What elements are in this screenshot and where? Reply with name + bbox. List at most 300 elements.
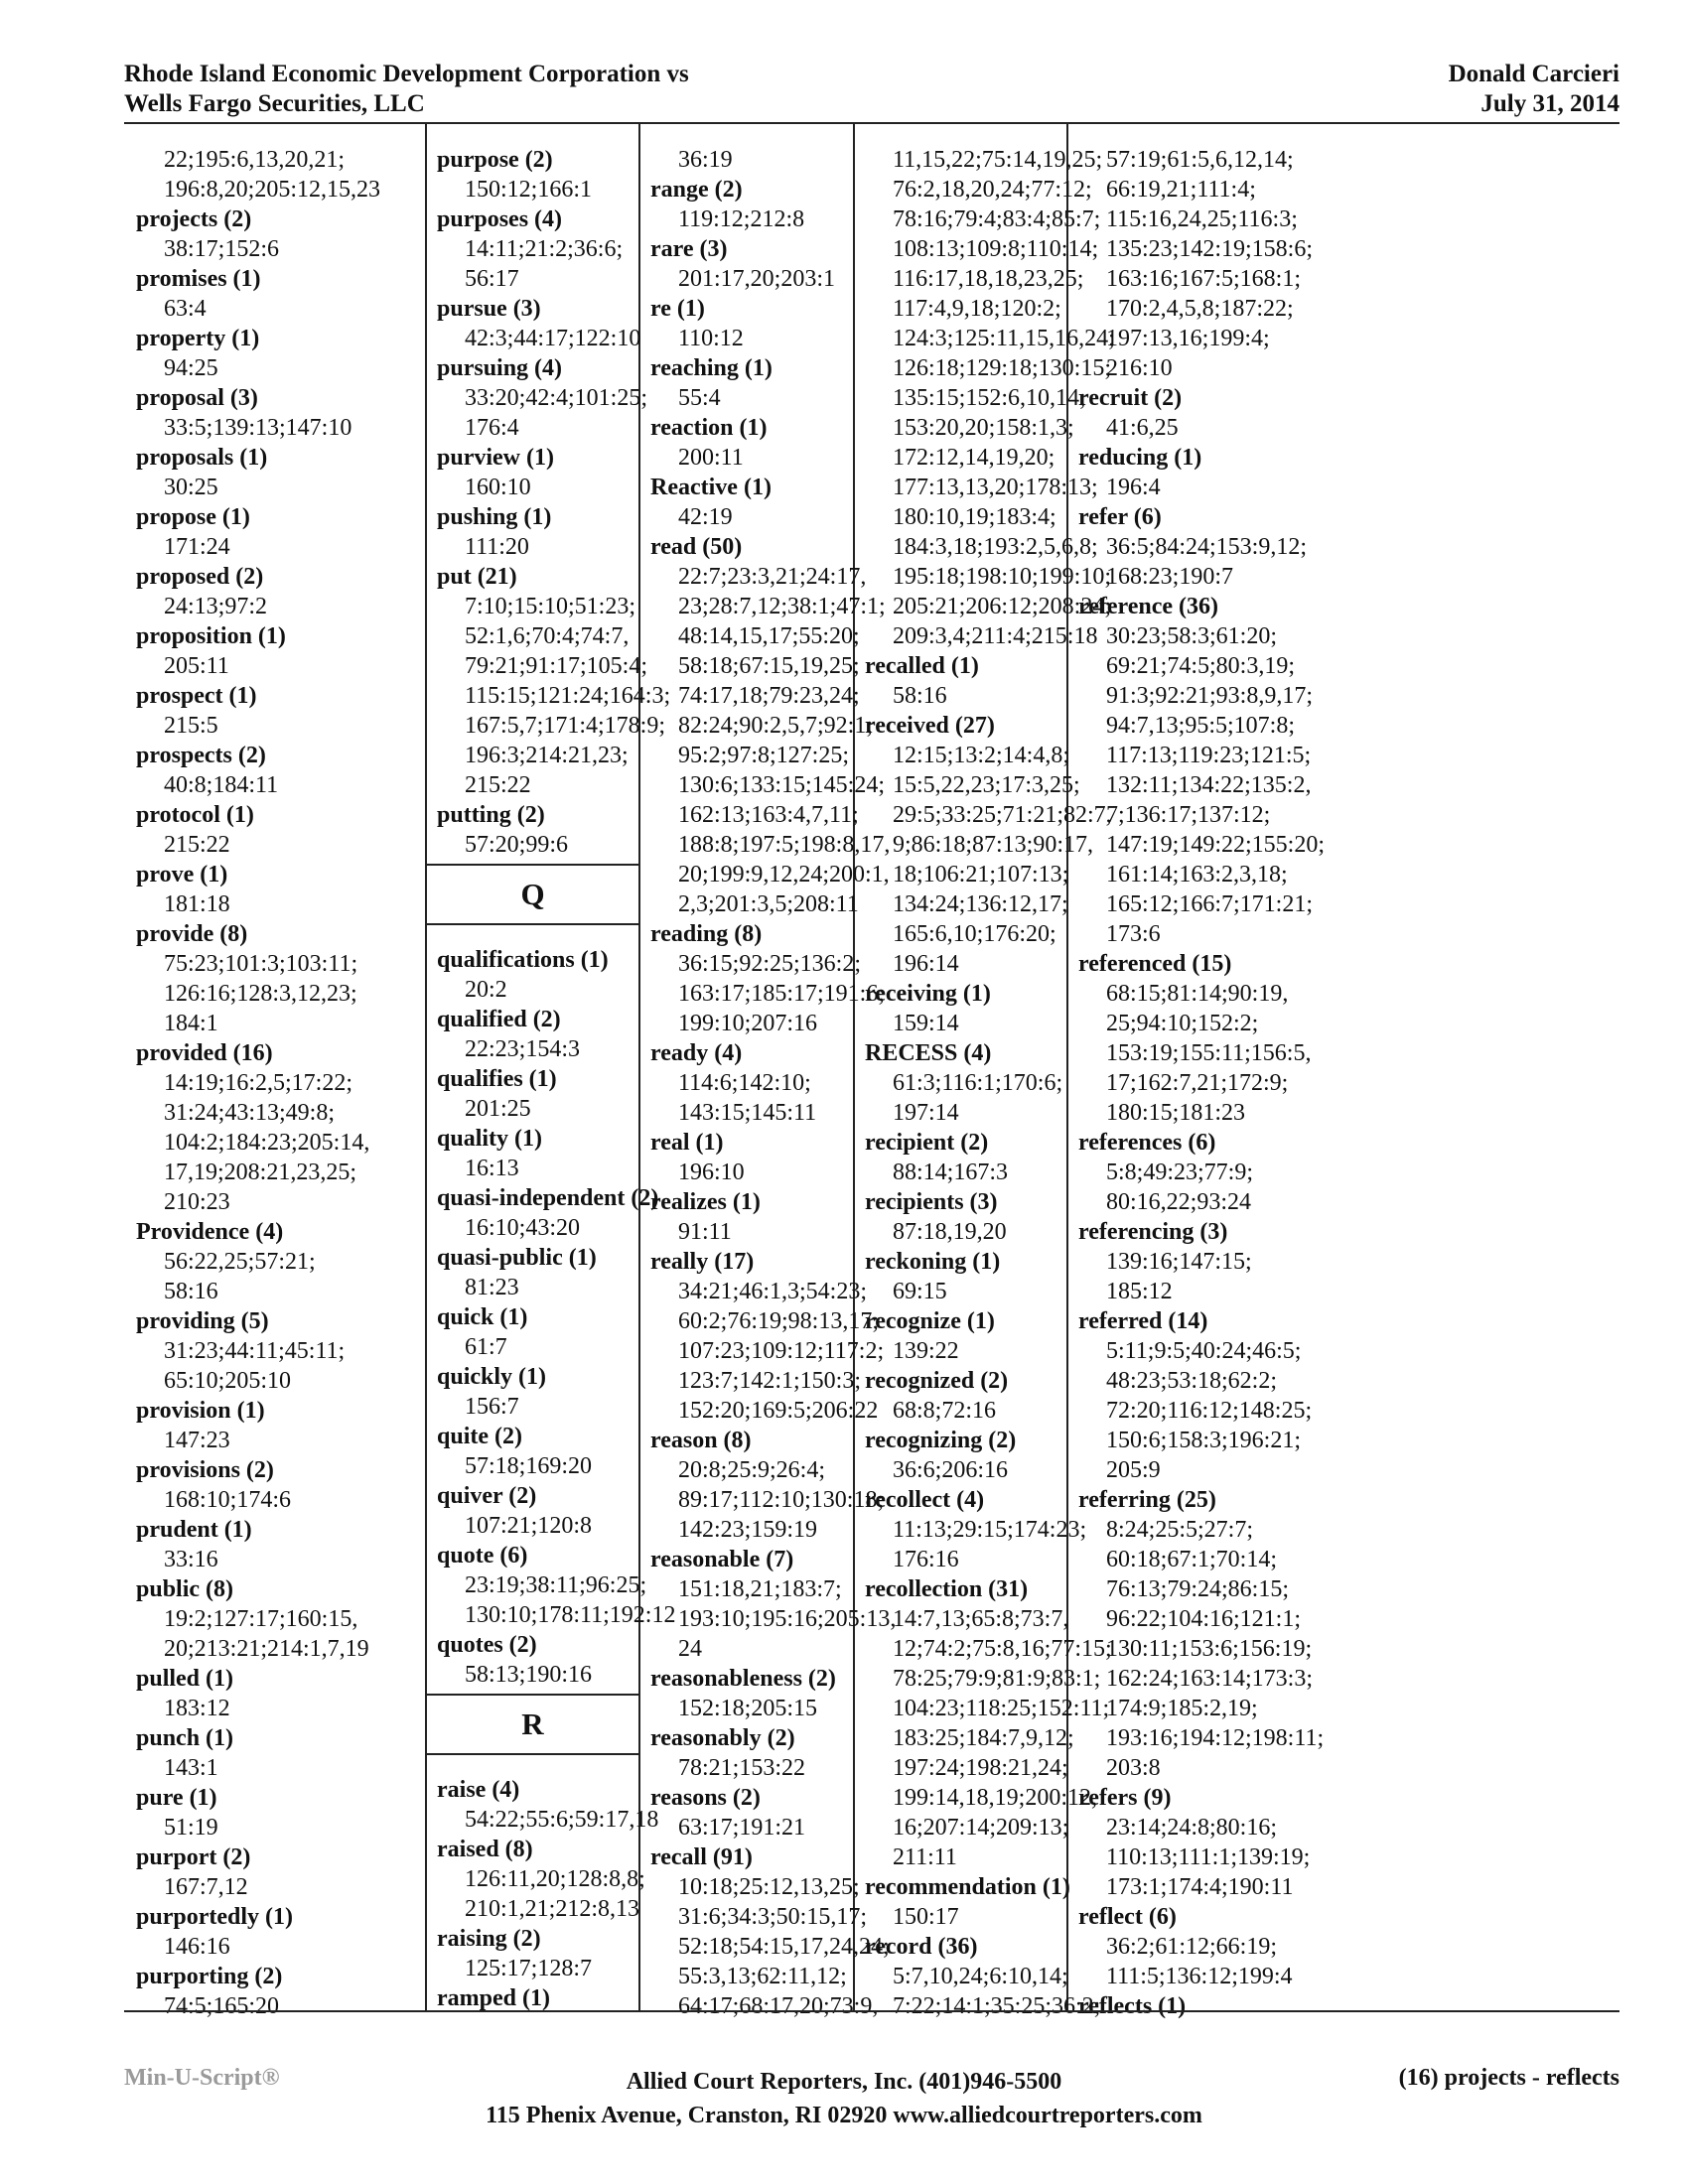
index-term: reflect (6) — [1078, 1904, 1177, 1930]
index-term: projects (2) — [136, 206, 252, 232]
page-line-references: 20:2 — [465, 977, 507, 1003]
page-line-references: 56:17 — [465, 266, 519, 292]
page-line-references: 52:18;54:15,17,24,24; — [678, 1934, 890, 1960]
page-line-references: 110:13;111:1;139:19; — [1106, 1844, 1311, 1870]
index-term: proposed (2) — [136, 564, 264, 590]
page-line-references: 2,3;201:3,5;208:11 — [678, 891, 859, 917]
index-term: provide (8) — [136, 921, 248, 947]
page-line-references: 134:24;136:12,17; — [893, 891, 1068, 917]
index-term: real (1) — [650, 1130, 724, 1156]
continued-references: 196:8,20;205:12,15,23 — [164, 177, 381, 203]
index-term: recall (91) — [650, 1844, 753, 1870]
page-line-references: 74:5;165:20 — [164, 1993, 280, 2019]
index-entry — [650, 532, 891, 919]
continued-references: 163:16;167:5;168:1; — [1106, 266, 1302, 292]
continued-references: 116:17,18,18,23,25; — [893, 266, 1084, 292]
index-entry — [1078, 949, 1312, 1128]
index-entry — [437, 1924, 638, 1983]
index-entry — [136, 1902, 425, 1962]
index-term: referenced (15) — [1078, 951, 1232, 977]
page-line-references: 165:12;166:7;171:21; — [1106, 891, 1314, 917]
continued-references: 76:2,18,20,24;77:12; — [893, 177, 1092, 203]
index-entry — [865, 1366, 1066, 1426]
page-line-references: 168:10;174:6 — [164, 1487, 292, 1513]
page-line-references: 19:2;127:17;160:15, — [164, 1606, 358, 1632]
index-entry — [1078, 592, 1326, 949]
continued-references: 184:3,18;193:2,5,6,8; — [893, 534, 1098, 560]
page-line-references: 150:17 — [893, 1904, 959, 1930]
page-line-references: 20:8;25:9;26:4; — [678, 1457, 826, 1483]
index-term: Providence (4) — [136, 1219, 284, 1245]
index-entry — [1078, 383, 1277, 443]
page-line-references: 14:11;21:2;36:6; — [465, 236, 624, 262]
index-term: quality (1) — [437, 1126, 543, 1152]
index-term: property (1) — [136, 326, 260, 351]
page-line-references: 196:3;214:21,23; — [465, 743, 629, 768]
index-term: ready (4) — [650, 1040, 743, 1066]
page-line-references: 183:25;184:7,9,12; — [893, 1725, 1074, 1751]
page-line-references: 94:25 — [164, 355, 218, 381]
index-entry — [650, 145, 853, 175]
index-column-1 — [124, 123, 427, 2019]
index-entry — [437, 294, 641, 353]
continued-references: 209:3,4;211:4;215:18 — [893, 623, 1098, 649]
page-line-references: 196:4 — [1106, 475, 1161, 500]
page-line-references: 63:17;191:21 — [678, 1815, 806, 1841]
index-term: reference (36) — [1078, 594, 1219, 619]
page-line-references: 126:11,20;128:8,8; — [465, 1866, 645, 1892]
index-column-5 — [1068, 123, 1326, 2019]
index-term: re (1) — [650, 296, 705, 322]
page-line-references: 20;199:9,12,24;200:1, — [678, 862, 890, 887]
page-line-references: 81:23 — [465, 1275, 519, 1300]
index-entry — [136, 1664, 425, 1723]
page-line-references: 176:16 — [893, 1547, 959, 1572]
index-entry — [136, 1962, 425, 2021]
index-term: received (27) — [865, 713, 995, 739]
section-letter: R — [427, 1694, 638, 1755]
index-entry — [136, 264, 425, 324]
page-line-references: 197:14 — [893, 1100, 959, 1126]
index-entry — [136, 443, 425, 502]
index-entry — [865, 1426, 1066, 1485]
page-line-references: 61:3;116:1;170:6; — [893, 1070, 1063, 1096]
index-entry — [1078, 1783, 1311, 1902]
index-entry — [437, 1005, 638, 1064]
page-line-references: 142:23;159:19 — [678, 1517, 818, 1543]
page-line-references: 110:12 — [678, 326, 744, 351]
page-line-references: 167:7,12 — [164, 1874, 248, 1900]
index-entry — [136, 1574, 425, 1664]
index-entry — [136, 1723, 425, 1783]
page-line-references: 211:11 — [893, 1844, 957, 1870]
index-entry — [1078, 145, 1314, 383]
page-line-references: 181:18 — [164, 891, 230, 917]
continued-references: 126:18;129:18;130:15; — [893, 355, 1112, 381]
page-line-references: 79:21;91:17;105:4; — [465, 653, 648, 679]
page-line-references: 199:10;207:16 — [678, 1011, 818, 1036]
index-entry — [437, 1835, 645, 1924]
page-line-references: 174:9;185:2,19; — [1106, 1696, 1258, 1721]
page-line-references: 171:24 — [164, 534, 230, 560]
page-line-references: 165:6,10;176:20; — [893, 921, 1056, 947]
page-line-references: 41:6,25 — [1106, 415, 1179, 441]
page-line-references: 51:19 — [164, 1815, 218, 1841]
page-line-references: 200:11 — [678, 445, 744, 471]
index-term: provision (1) — [136, 1398, 265, 1424]
page-line-references: 89:17;112:10;130:18; — [678, 1487, 885, 1513]
page-line-references: 55:3,13;62:11,12; — [678, 1964, 847, 1989]
index-term: references (6) — [1078, 1130, 1216, 1156]
index-term: putting (2) — [437, 802, 545, 828]
index-term: prospect (1) — [136, 683, 257, 709]
index-entry — [136, 1396, 425, 1455]
page-line-references: 117:13;119:23;121:5; — [1106, 743, 1312, 768]
page-line-references: 130:6;133:15;145:24; — [678, 772, 886, 798]
index-term: quote (6) — [437, 1543, 528, 1569]
index-entry — [865, 1485, 1087, 1574]
index-entry — [865, 1128, 1066, 1187]
continued-references: 78:16;79:4;83:4;85:7; — [893, 206, 1101, 232]
index-term: promises (1) — [136, 266, 261, 292]
index-entry — [650, 1038, 853, 1128]
index-entry — [136, 383, 425, 443]
page-line-references: 210:1,21;212:8,13 — [465, 1896, 640, 1922]
index-entry — [865, 651, 1066, 711]
page-line-references: 23;28:7,12;38:1;47:1; — [678, 594, 886, 619]
index-term: pursue (3) — [437, 296, 541, 322]
index-entry — [136, 1306, 425, 1396]
index-entry — [865, 1038, 1066, 1128]
page-line-references: 146:16 — [164, 1934, 230, 1960]
index-entry — [437, 1775, 659, 1835]
index-term: recalled (1) — [865, 653, 979, 679]
page-line-references: 161:14;163:2,3,18; — [1106, 862, 1288, 887]
index-entry — [136, 1843, 425, 1902]
index-term: quick (1) — [437, 1304, 528, 1330]
page-line-references: 61:7 — [465, 1334, 507, 1360]
page-line-references: 205:9 — [1106, 1457, 1161, 1483]
reporter-name: Allied Court Reporters, Inc. (401)946-5500 — [626, 2069, 1062, 2095]
page-line-references: 60:2;76:19;98:13,17; — [678, 1308, 880, 1334]
page-line-references: 215:22 — [164, 832, 230, 858]
page-line-references: 58:18;67:15,19,25; — [678, 653, 860, 679]
index-entry — [650, 1723, 853, 1783]
index-term: reaction (1) — [650, 415, 768, 441]
continued-references: 197:13,16;199:4; — [1106, 326, 1270, 351]
index-entry — [650, 1783, 853, 1843]
page-line-references: 114:6;142:10; — [678, 1070, 811, 1096]
case-caption — [124, 60, 689, 119]
index-entry — [437, 145, 638, 205]
page-line-references: 48:23;53:18;62:2; — [1106, 1368, 1278, 1394]
index-term: rare (3) — [650, 236, 728, 262]
page-line-references: 107:23;109:12;117:2; — [678, 1338, 885, 1364]
index-entry — [136, 860, 425, 919]
page-line-references: 54:22;55:6;59:17,18 — [465, 1807, 659, 1833]
index-entry — [1078, 1485, 1325, 1783]
index-term: qualifies (1) — [437, 1066, 557, 1092]
page-line-references: 22:23;154:3 — [465, 1036, 581, 1062]
page-line-references: 10:18;25:12,13,25; — [678, 1874, 860, 1900]
index-entry — [1078, 1128, 1277, 1217]
index-entry — [437, 1541, 676, 1630]
continued-references: 108:13;109:8;110:14; — [893, 236, 1099, 262]
index-entry — [437, 800, 638, 860]
continued-references: 22;195:6,13,20,21; — [164, 147, 346, 173]
index-term: reasonableness (2) — [650, 1666, 836, 1692]
page-line-references: 16:13 — [465, 1156, 519, 1181]
index-entry — [136, 621, 425, 681]
index-entry — [865, 1872, 1070, 1932]
page-line-references: 25;94:10;152:2; — [1106, 1011, 1259, 1036]
page-line-references: 23:19;38:11;96:25; — [465, 1572, 647, 1598]
index-term: reasonable (7) — [650, 1547, 794, 1572]
continued-references: 115:16,24,25;116:3; — [1106, 206, 1298, 232]
continued-references: 57:19;61:5,6,12,14; — [1106, 147, 1294, 173]
page-line-references: 58:16 — [893, 683, 947, 709]
page-line-references: 34:21;46:1,3;54:23; — [678, 1279, 868, 1304]
page-line-references: 7;136:17;137:12; — [1106, 802, 1271, 828]
page-line-references: 68:15;81:14;90:19, — [1106, 981, 1289, 1007]
page-line-references: 24:13;97:2 — [164, 594, 268, 619]
page-line-references: 48:14,15,17;55:20; — [678, 623, 860, 649]
index-term: providing (5) — [136, 1308, 269, 1334]
index-column-2 — [427, 123, 676, 2011]
page-line-references: 68:8;72:16 — [893, 1398, 997, 1424]
index-entry — [1078, 502, 1308, 592]
page-line-references: 196:14 — [893, 951, 959, 977]
index-column-3 — [640, 123, 897, 2019]
index-term: pure (1) — [136, 1785, 217, 1811]
index-entry — [865, 1247, 1066, 1306]
page-line-references: 176:4 — [465, 415, 519, 441]
page-line-references: 88:14;167:3 — [893, 1160, 1009, 1185]
deponent-info — [1449, 60, 1619, 119]
page-line-references: 185:12 — [1106, 1279, 1173, 1304]
page-line-references: 199:14,18,19;200:12, — [893, 1785, 1098, 1811]
index-term: quasi-public (1) — [437, 1245, 597, 1271]
index-term: quickly (1) — [437, 1364, 547, 1390]
index-entry — [1078, 1306, 1313, 1485]
index-entry — [650, 175, 853, 234]
page-line-references: 65:10;205:10 — [164, 1368, 292, 1394]
page-line-references: 168:23;190:7 — [1106, 564, 1234, 590]
index-entry — [136, 919, 425, 1038]
index-entry — [136, 562, 425, 621]
index-entry — [865, 1187, 1066, 1247]
page-line-references: 94:7,13;95:5;107:8; — [1106, 713, 1296, 739]
index-term: reducing (1) — [1078, 445, 1202, 471]
index-entry — [136, 1038, 425, 1217]
continued-references: 180:10,19;183:4; — [893, 504, 1056, 530]
page-line-references: 52:1,6;70:4;74:7, — [465, 623, 630, 649]
page-line-references: 139:22 — [893, 1338, 959, 1364]
index-term: realizes (1) — [650, 1189, 761, 1215]
index-term: punch (1) — [136, 1725, 234, 1751]
page-line-references: 162:24;163:14;173:3; — [1106, 1666, 1314, 1692]
page-line-references: 63:4 — [164, 296, 207, 322]
page-line-references: 36:5;84:24;153:9,12; — [1106, 534, 1308, 560]
index-term: recommendation (1) — [865, 1874, 1070, 1900]
page-line-references: 173:6 — [1106, 921, 1161, 947]
continued-references: 153:20,20;158:1,3; — [893, 415, 1074, 441]
page-line-references: 104:23;118:25;152:11; — [893, 1696, 1110, 1721]
index-entry — [437, 1481, 638, 1541]
index-term: reasonably (2) — [650, 1725, 795, 1751]
index-term: purview (1) — [437, 445, 554, 471]
continued-references: 36:19 — [678, 147, 733, 173]
page-line-references: 24 — [678, 1636, 702, 1662]
index-term: refer (6) — [1078, 504, 1162, 530]
index-term: raise (4) — [437, 1777, 520, 1803]
page-line-references: 23:14;24:8;80:16; — [1106, 1815, 1278, 1841]
page-line-references: 7:10;15:10;51:23; — [465, 594, 636, 619]
index-entry — [1078, 1217, 1277, 1306]
index-entry — [865, 1932, 1101, 2021]
index-entry — [650, 413, 853, 473]
index-entry — [650, 234, 853, 294]
section-letter: Q — [427, 864, 638, 925]
index-term: protocol (1) — [136, 802, 254, 828]
index-term: recognized (2) — [865, 1368, 1009, 1394]
index-entry — [136, 681, 425, 741]
page-line-references: 132:11;134:22;135:2, — [1106, 772, 1312, 798]
page-line-references: 58:16 — [164, 1279, 218, 1304]
page-line-references: 20;213:21;214:1,7,19 — [164, 1636, 369, 1662]
word-index — [124, 123, 1619, 2019]
index-entry — [650, 1128, 853, 1187]
page-line-references: 125:17;128:7 — [465, 1956, 593, 1981]
index-term: record (36) — [865, 1934, 978, 1960]
page-line-references: 69:15 — [893, 1279, 947, 1304]
page-line-references: 183:12 — [164, 1696, 230, 1721]
page-line-references: 130:10;178:11;192:12 — [465, 1602, 676, 1628]
index-term: RECESS (4) — [865, 1040, 992, 1066]
page-line-references: 17;162:7,21;172:9; — [1106, 1070, 1289, 1096]
index-entry — [437, 1064, 638, 1124]
index-term: quite (2) — [437, 1424, 522, 1449]
page-line-references: 197:24;198:21,24; — [893, 1755, 1068, 1781]
continued-references: 172:12,14,19,20; — [893, 445, 1055, 471]
page-line-references: 173:1;174:4;190:11 — [1106, 1874, 1294, 1900]
page-line-references: 72:20;116:12;148:25; — [1106, 1398, 1313, 1424]
page-line-references: 95:2;97:8;127:25; — [678, 743, 850, 768]
page-line-references: 5:7,10,24;6:10,14; — [893, 1964, 1068, 1989]
index-entry — [437, 1362, 638, 1422]
index-entry — [650, 294, 853, 353]
page-line-references: 30:25 — [164, 475, 218, 500]
index-term: qualified (2) — [437, 1007, 561, 1032]
index-term: referencing (3) — [1078, 1219, 1228, 1245]
index-entry — [136, 1455, 425, 1515]
continued-references: 205:21;206:12;208:24; — [893, 594, 1112, 619]
page-line-references: 5:8;49:23;77:9; — [1106, 1160, 1254, 1185]
page-line-references: 14:7,13;65:8;73:7, — [893, 1606, 1069, 1632]
index-term: refers (9) — [1078, 1785, 1172, 1811]
page-line-references: 31:6;34:3;50:15,17; — [678, 1904, 868, 1930]
page-line-references: 111:20 — [465, 534, 529, 560]
page-line-references: 76:13;79:24;86:15; — [1106, 1576, 1290, 1602]
continued-references: 135:23;142:19;158:6; — [1106, 236, 1314, 262]
page-line-references: 36:2;61:12;66:19; — [1106, 1934, 1278, 1960]
page-line-references: 33:16 — [164, 1547, 218, 1572]
page-line-references: 42:19 — [678, 504, 733, 530]
continued-references: 66:19,21;111:4; — [1106, 177, 1256, 203]
page-line-references: 107:21;120:8 — [465, 1513, 593, 1539]
deponent-name: Donald Carcieri — [1448, 61, 1619, 87]
page-line-references: 119:12;212:8 — [678, 206, 805, 232]
page-line-references: 17,19;208:21,23,25; — [164, 1160, 357, 1185]
page-line-references: 184:1 — [164, 1011, 218, 1036]
page-line-references: 188:8;197:5;198:8,17, — [678, 832, 891, 858]
index-entry — [437, 353, 648, 443]
index-entry — [437, 1422, 638, 1481]
page-line-references: 91:11 — [678, 1219, 732, 1245]
page-line-references: 162:13;163:4,7,11; — [678, 802, 859, 828]
page-line-references: 205:11 — [164, 653, 229, 679]
page-line-references: 18;106:21;107:13; — [893, 862, 1069, 887]
index-entry — [650, 1664, 853, 1723]
deposition-date: July 31, 2014 — [1480, 90, 1619, 117]
page-line-references: 153:19;155:11;156:5, — [1106, 1040, 1312, 1066]
page-line-references: 143:1 — [164, 1755, 218, 1781]
index-term: purport (2) — [136, 1844, 251, 1870]
index-term: receiving (1) — [865, 981, 991, 1007]
page-line-references: 139:16;147:15; — [1106, 1249, 1252, 1275]
reporter-info — [397, 2065, 1291, 2132]
page-line-references: 60:18;67:1;70:14; — [1106, 1547, 1278, 1572]
index-entry — [437, 443, 638, 502]
page-line-references: 58:13;190:16 — [465, 1662, 593, 1688]
index-entry — [437, 205, 638, 294]
index-entry — [437, 1983, 638, 2013]
page-line-references: 151:18,21;183:7; — [678, 1576, 842, 1602]
index-term: proposals (1) — [136, 445, 268, 471]
index-term: reasons (2) — [650, 1785, 761, 1811]
index-term: reckoning (1) — [865, 1249, 1001, 1275]
page-line-references: 29:5;33:25;71:21;82:7, — [893, 802, 1112, 828]
page-line-references: 57:18;169:20 — [465, 1453, 593, 1479]
index-entry — [136, 1217, 425, 1306]
index-term: recollection (31) — [865, 1576, 1029, 1602]
index-entry — [437, 1243, 638, 1302]
page-line-references: 16:10;43:20 — [465, 1215, 581, 1241]
case-caption-line1: Rhode Island Economic Development Corporation vs — [124, 61, 689, 87]
page-line-references: 33:5;139:13;147:10 — [164, 415, 352, 441]
page-line-references: 31:23;44:11;45:11; — [164, 1338, 346, 1364]
index-term: quiver (2) — [437, 1483, 537, 1509]
index-term: really (17) — [650, 1249, 755, 1275]
page-line-references: 203:8 — [1106, 1755, 1161, 1781]
index-entry — [865, 145, 1115, 651]
index-term: pursuing (4) — [437, 355, 563, 381]
index-entry — [865, 711, 1112, 979]
index-term: referred (14) — [1078, 1308, 1208, 1334]
page-line-references: 156:7 — [465, 1394, 519, 1420]
page-line-references: 82:24;90:2,5,7;92:1; — [678, 713, 874, 739]
index-term: put (21) — [437, 564, 517, 590]
page-line-references: 152:20;169:5;206:22 — [678, 1398, 879, 1424]
index-term: recipient (2) — [865, 1130, 989, 1156]
page-line-references: 12:15;13:2;14:4,8; — [893, 743, 1070, 768]
index-entry — [136, 324, 425, 383]
page-line-references: 150:6;158:3;196:21; — [1106, 1428, 1302, 1453]
index-term: purporting (2) — [136, 1964, 283, 1989]
index-term: quasi-independent (2) — [437, 1185, 659, 1211]
index-column-4 — [855, 123, 1115, 2019]
page-line-references: 64:17;68:17,20;73:9, — [678, 1993, 879, 2019]
